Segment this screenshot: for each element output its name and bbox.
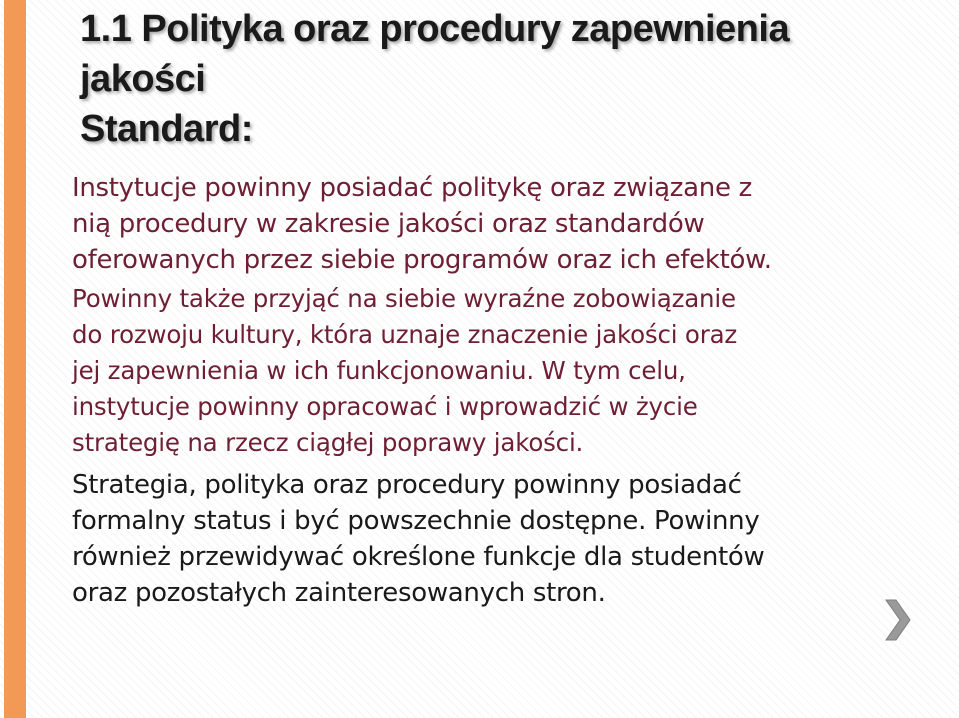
intro-paragraph — [72, 170, 932, 278]
text-line: Powinny także przyjąć na siebie wyraźne zobowiązanie — [72, 284, 736, 313]
body-paragraph-2 — [72, 467, 942, 611]
chevron-right-icon[interactable] — [880, 596, 916, 644]
text-line: jej zapewnienia w ich funkcjonowaniu. W tym celu, — [72, 356, 686, 385]
slide-title — [80, 4, 940, 154]
text-line: oraz pozostałych zainteresowanych stron. — [72, 578, 606, 608]
text-line: Strategia, polityka oraz procedury powinny posiadać — [72, 470, 742, 500]
text-line: oferowanych przez siebie programów oraz ich efektów. — [72, 245, 772, 275]
text-line: formalny status i być powszechnie dostępne. Powinny — [72, 506, 760, 536]
text-line: strategię na rzecz ciągłej poprawy jakości. — [72, 428, 584, 457]
text-line: do rozwoju kultury, która uznaje znaczenie jakości oraz — [72, 320, 738, 349]
title-line: Standard: — [80, 108, 253, 150]
text-line: również przewidywać określone funkcje dla studentów — [72, 542, 765, 572]
text-line: Instytucje powinny posiadać politykę oraz związane z — [72, 173, 752, 203]
text-line: nią procedury w zakresie jakości oraz standardów — [72, 209, 705, 239]
title-line: 1.1 Polityka oraz procedury zapewnienia jakości — [80, 8, 790, 100]
text-line: instytucje powinny opracować i wprowadzić w życie — [72, 392, 698, 421]
body-paragraph — [72, 281, 942, 461]
accent-bar — [4, 0, 26, 718]
